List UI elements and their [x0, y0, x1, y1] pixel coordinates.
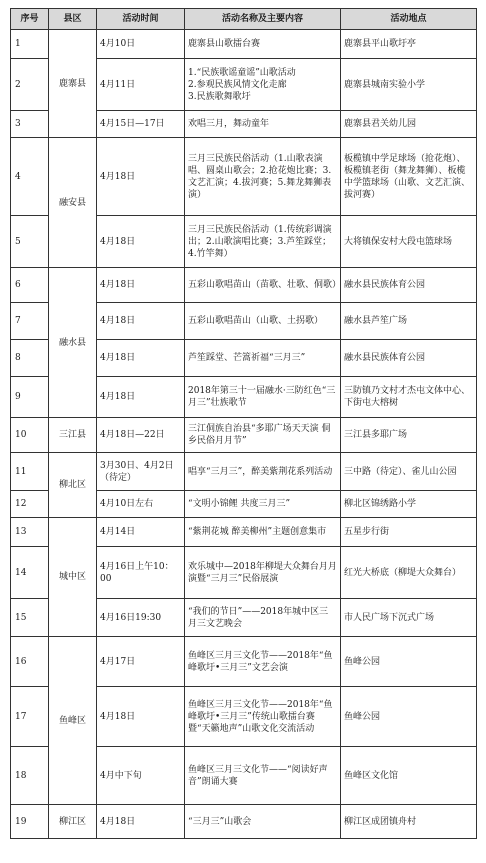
row-no: 12: [11, 491, 49, 518]
row-time: 4月18日: [97, 377, 185, 418]
row-no: 2: [11, 59, 49, 111]
row-time: 4月18日: [97, 268, 185, 303]
row-activity: 三月三民族民俗活动（1.山歌表演唱、圆桌山歌会；2.抢花炮比赛；3.文艺汇演；4.拔河赛；5.舞龙舞狮表演）: [185, 138, 341, 216]
row-time: 4月16日上午10：00: [97, 547, 185, 599]
row-time: 4月18日: [97, 687, 185, 747]
table-row: [11, 805, 477, 839]
table-row: [11, 418, 477, 453]
row-no: 9: [11, 377, 49, 418]
row-time: 4月17日: [97, 637, 185, 687]
row-time: 4月18日: [97, 138, 185, 216]
row-place: 融水县芦笙广场: [341, 303, 477, 340]
row-time: 4月10日左右: [97, 491, 185, 518]
county-cell: 鹿寨县: [49, 30, 97, 138]
header-place: 活动地点: [341, 9, 477, 30]
row-activity: “我们的节日”——2018年城中区三月三文艺晚会: [185, 599, 341, 637]
row-activity: 三江侗族自治县“多耶广场天天演 侗乡民俗月月节”: [185, 418, 341, 453]
row-no: 11: [11, 453, 49, 491]
row-no: 15: [11, 599, 49, 637]
row-place: 三江县多耶广场: [341, 418, 477, 453]
header-no: 序号: [11, 9, 49, 30]
row-no: 18: [11, 747, 49, 805]
row-place: 鹿寨县城南实验小学: [341, 59, 477, 111]
row-activity: 唱享“三月三”，醉美紫荆花系列活动: [185, 453, 341, 491]
row-place: 红光大桥底（柳堤大众舞台）: [341, 547, 477, 599]
row-activity: “文明小锦鲤 共度三月三”: [185, 491, 341, 518]
row-no: 1: [11, 30, 49, 59]
row-activity: 鱼峰区三月三文化节——2018年“鱼峰歌圩•三月三”文艺会演: [185, 637, 341, 687]
row-no: 10: [11, 418, 49, 453]
county-cell: 柳北区: [49, 453, 97, 518]
row-no: 16: [11, 637, 49, 687]
row-place: 柳北区锦绣路小学: [341, 491, 477, 518]
row-time: 4月16日19:30: [97, 599, 185, 637]
county-cell: 城中区: [49, 518, 97, 637]
row-time: 4月18日: [97, 216, 185, 268]
row-activity: 欢唱三月，舞动童年: [185, 111, 341, 138]
row-place: 融水县民族体育公园: [341, 268, 477, 303]
row-no: 3: [11, 111, 49, 138]
table-row: [11, 453, 477, 491]
row-place: 市人民广场下沉式广场: [341, 599, 477, 637]
table-row: [11, 518, 477, 547]
row-time: 4月中下旬: [97, 747, 185, 805]
row-activity: 鱼峰区三月三文化节——“阅读好声音”朗诵大赛: [185, 747, 341, 805]
row-no: 5: [11, 216, 49, 268]
row-place: 鹿寨县平山歌圩亭: [341, 30, 477, 59]
row-activity: 鱼峰区三月三文化节——2018年“鱼峰歌圩•三月三”传统山歌擂台赛暨“天籁地声”山歌文化交流活动: [185, 687, 341, 747]
row-no: 17: [11, 687, 49, 747]
table-row: [11, 30, 477, 59]
table-row: [11, 268, 477, 303]
row-activity: 五彩山歌唱苗山（山歌、土拐歌）: [185, 303, 341, 340]
county-cell: 三江县: [49, 418, 97, 453]
row-no: 6: [11, 268, 49, 303]
row-time: 4月18日: [97, 340, 185, 377]
row-time: 4月14日: [97, 518, 185, 547]
row-time: 4月11日: [97, 59, 185, 111]
row-time: 4月18日: [97, 805, 185, 839]
row-no: 4: [11, 138, 49, 216]
row-time: 4月15日—17日: [97, 111, 185, 138]
table-header-row: [11, 9, 477, 30]
county-cell: 鱼峰区: [49, 637, 97, 805]
row-no: 19: [11, 805, 49, 839]
row-place: 板榄镇中学足球场（抢花炮）、板榄镇老街（舞龙舞狮）、板榄中学篮球场（山歌、文艺汇演、拔河赛）: [341, 138, 477, 216]
activity-schedule-table: [10, 8, 477, 839]
table-row: [11, 138, 477, 216]
row-place: 大将镇保安村大段屯篮球场: [341, 216, 477, 268]
row-place: 柳江区成团镇舟村: [341, 805, 477, 839]
row-place: 五星步行街: [341, 518, 477, 547]
row-activity: 欢乐城中—2018年柳堤大众舞台月月演暨“三月三”民俗展演: [185, 547, 341, 599]
row-place: 鹿寨县君关幼儿园: [341, 111, 477, 138]
header-county: 县区: [49, 9, 97, 30]
row-activity: 2018年第三十一届融水·三防红色“三月三”壮族歌节: [185, 377, 341, 418]
row-place: 鱼峰公园: [341, 687, 477, 747]
county-cell: 融安县: [49, 138, 97, 268]
row-time: 3月30日、4月2日（待定）: [97, 453, 185, 491]
document-page: [10, 8, 476, 839]
header-time: 活动时间: [97, 9, 185, 30]
row-place: 融水县民族体育公园: [341, 340, 477, 377]
row-no: 13: [11, 518, 49, 547]
row-activity: “三月三”山歌会: [185, 805, 341, 839]
row-no: 8: [11, 340, 49, 377]
county-cell: 融水县: [49, 268, 97, 418]
row-no: 14: [11, 547, 49, 599]
row-activity: 1.“民族歌谣童谣”山歌活动 2.参观民族风情文化走廊 3.民族歌舞歌圩: [185, 59, 341, 111]
row-activity: 三月三民族民俗活动（1.传统彩调演出；2.山歌演唱比赛；3.芦笙踩堂；4.竹竿舞）: [185, 216, 341, 268]
table-row: [11, 637, 477, 687]
row-activity: “紫荆花城 醉美柳州”主题创意集市: [185, 518, 341, 547]
header-activity: 活动名称及主要内容: [185, 9, 341, 30]
row-place: 三中路（待定）、雀儿山公园: [341, 453, 477, 491]
row-place: 鱼峰区文化馆: [341, 747, 477, 805]
row-time: 4月18日—22日: [97, 418, 185, 453]
row-no: 7: [11, 303, 49, 340]
row-place: 三防镇乃文村才杰屯文体中心、下街屯大榕树: [341, 377, 477, 418]
row-time: 4月18日: [97, 303, 185, 340]
county-cell: 柳江区: [49, 805, 97, 839]
row-place: 鱼峰公园: [341, 637, 477, 687]
row-activity: 芦笙踩堂、芒篙祈福“三月三”: [185, 340, 341, 377]
row-activity: 鹿寨县山歌擂台赛: [185, 30, 341, 59]
row-activity: 五彩山歌唱苗山（苗歌、壮歌、侗歌）: [185, 268, 341, 303]
row-time: 4月10日: [97, 30, 185, 59]
